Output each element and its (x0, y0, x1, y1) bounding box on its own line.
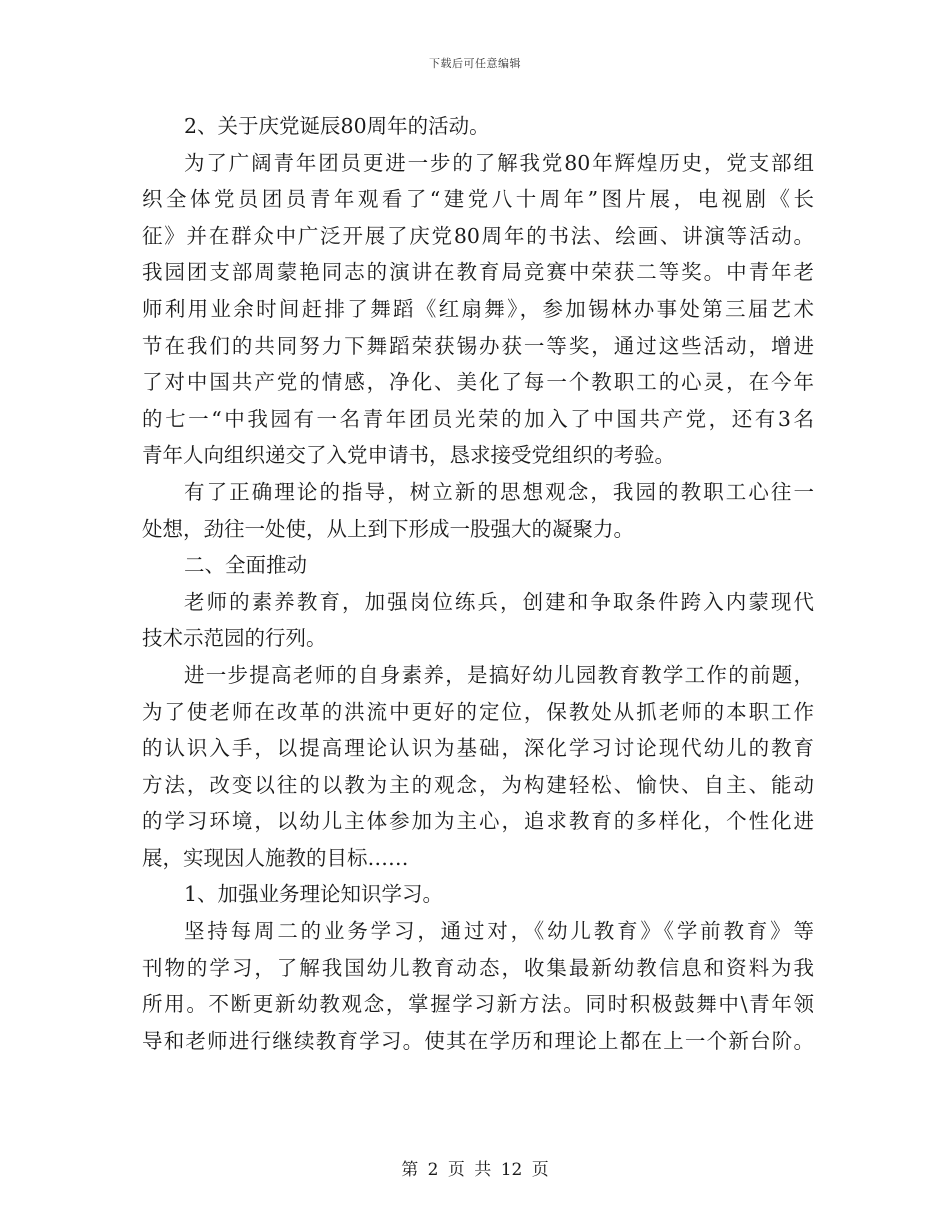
paragraph-line: 坚持每周二的业务学习，通过对，《幼儿教育》《学前教育》等 (184, 919, 814, 944)
paragraph-line: 刊物的学习，了解我国幼儿教育动态，收集最新幼教信息和资料为我 (142, 955, 814, 980)
paragraph-line: 展，实现因人施教的目标…… (142, 845, 409, 870)
paragraph-line: 青年人向组织递交了入党申请书，恳求接受党组织的考验。 (142, 443, 675, 468)
paragraph-line: 为了广阔青年团员更进一步的了解我党80年辉煌历史，党支部组 (184, 150, 814, 175)
paragraph-line: 方法，改变以往的以教为主的观念，为构建轻松、愉快、自主、能动 (142, 772, 814, 797)
paragraph-line: 师利用业余时间赶排了舞蹈《红扇舞》，参加锡林办事处第三届艺术 (142, 296, 814, 321)
paragraph-line: 的学习环境，以幼儿主体参加为主心，追求教育的多样化，个性化进 (142, 809, 814, 834)
paragraph-line: 的认识入手，以提高理论认识为基础，深化学习讨论现代幼儿的教育 (142, 736, 814, 761)
paragraph-line: 为了使老师在改革的洪流中更好的定位，保教处从抓老师的本职工作 (142, 699, 814, 724)
paragraph-line: 技术示范园的行列。 (142, 626, 327, 651)
paragraph-line: 征》并在群众中广泛开展了庆党80周年的书法、绘画、讲演等活动。 (142, 223, 814, 248)
page-number: 第 2 页 共 12 页 (401, 1160, 549, 1180)
page-header: 下载后可任意编辑 (429, 57, 521, 70)
paragraph-line: 我园团支部周蒙艳同志的演讲在教育局竞赛中荣获二等奖。中青年老 (142, 260, 814, 285)
paragraph-line: 进一步提高老师的自身素养，是搞好幼儿园教育教学工作的前题， (184, 662, 814, 687)
paragraph-line: 老师的素养教育，加强岗位练兵，创建和争取条件跨入内蒙现代 (184, 589, 814, 614)
paragraph-line: 织全体党员团员青年观看了“建党八十周年”图片展，电视剧《长 (142, 187, 814, 212)
section-heading: 1、加强业务理论知识学习。 (184, 882, 444, 907)
paragraph-line: 处想，劲往一处使，从上到下形成一股强大的凝聚力。 (142, 516, 634, 541)
paragraph-line: 的七一“中我园有一名青年团员光荣的加入了中国共产党，还有3名 (142, 406, 814, 431)
paragraph-line: 导和老师进行继续教育学习。使其在学历和理论上都在上一个新台阶。 (142, 1028, 814, 1053)
document-body (142, 108, 814, 1059)
section-heading: 二、全面推动 (184, 553, 307, 578)
paragraph-line: 有了正确理论的指导，树立新的思想观念，我园的教职工心往一 (184, 479, 814, 504)
paragraph-line: 所用。不断更新幼教观念，掌握学习新方法。同时积极鼓舞中\青年领 (142, 992, 814, 1017)
paragraph-line: 了对中国共产党的情感，净化、美化了每一个教职工的心灵，在今年 (142, 370, 814, 395)
section-heading: 2、关于庆党诞辰80周年的活动。 (184, 114, 490, 138)
paragraph-line: 节在我们的共同努力下舞蹈荣获锡办获一等奖，通过这些活动，增进 (142, 333, 814, 358)
